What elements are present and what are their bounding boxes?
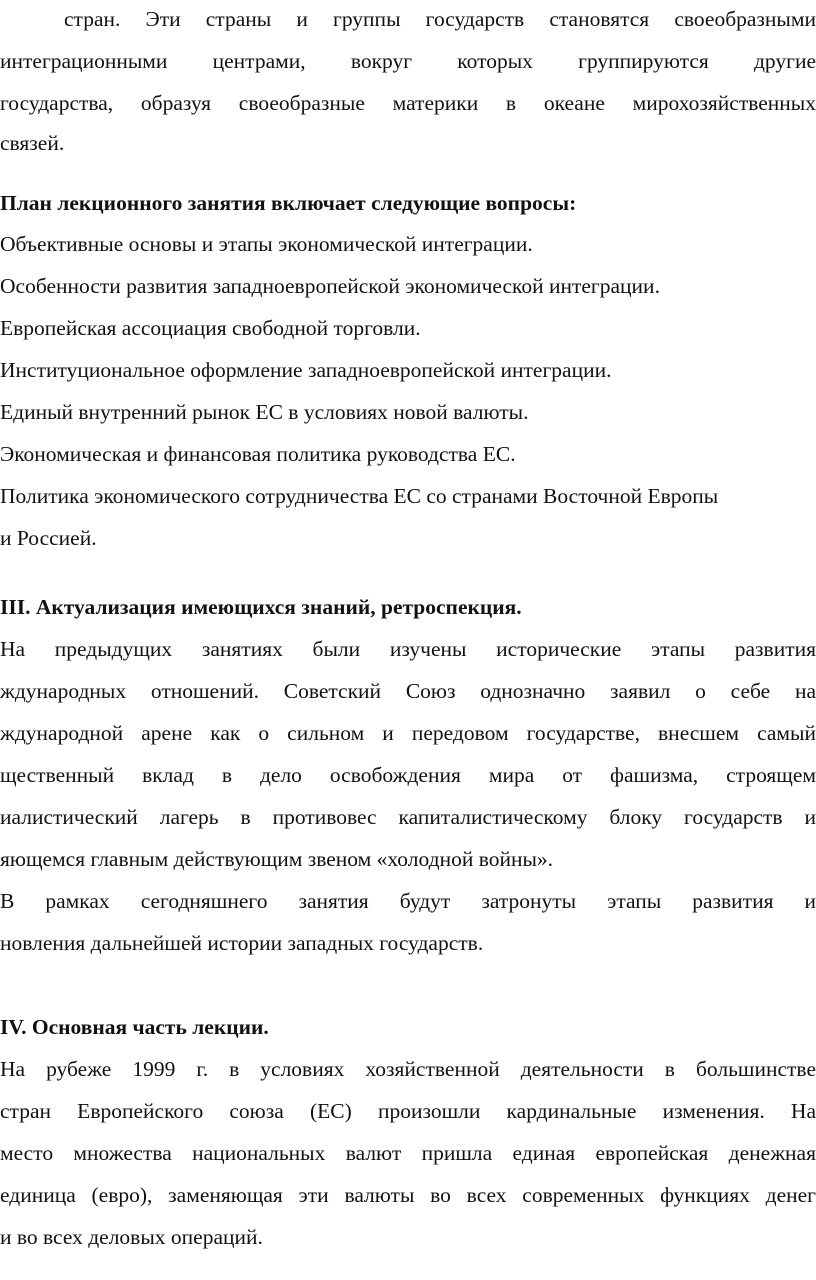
section3-line-5: иалистический лагерь в противовес капиталистическому блоку государств и [0, 805, 816, 829]
section4-heading: IV. Основная часть лекции. [0, 1015, 269, 1039]
plan-item: Единый внутренний рынок ЕС в условиях новой валюты. [0, 400, 529, 424]
plan-item: Экономическая и финансовая политика руководства ЕС. [0, 442, 516, 466]
plan-item: Объективные основы и этапы экономической интеграции. [0, 232, 533, 256]
plan-item: Политика экономического сотрудничества ЕС со странами Восточной Европы [0, 484, 719, 508]
section3-line-8: новления дальнейшей истории западных государств. [0, 931, 484, 955]
intro-line-3: государства, образуя своеобразные материки в океане мирохозяйственных [0, 91, 816, 115]
plan-item: Особенности развития западноевропейской экономической интеграции. [0, 274, 660, 298]
section4-line-2: стран Европейского союза (ЕС) произошли кардинальные изменения. На [0, 1099, 816, 1123]
plan-item: и Россией. [0, 526, 97, 550]
plan-item: Европейская ассоциация свободной торговли. [0, 316, 421, 340]
section4-line-4: единица (евро), заменяющая эти валюты во всех современных функциях денег [0, 1183, 816, 1207]
section3-line-6: яющемся главным действующим звеном «холодной войны». [0, 847, 554, 871]
section4-line-5: и во всех деловых операций. [0, 1225, 263, 1249]
section3-heading: III. Актуализация имеющихся знаний, ретроспекция. [0, 595, 522, 619]
section3-line-2: ждународных отношений. Советский Союз однозначно заявил о себе на [0, 679, 816, 703]
intro-line-4: связей. [0, 131, 65, 155]
section3-line-4: щественный вклад в дело освобождения мира от фашизма, строящем [0, 763, 816, 787]
plan-heading: План лекционного занятия включает следующие вопросы: [0, 191, 577, 215]
section4-line-1: На рубеже 1999 г. в условиях хозяйственной деятельности в большинстве [0, 1057, 816, 1081]
section4-line-3: место множества национальных валют пришла единая европейская денежная [0, 1141, 816, 1165]
plan-item: Институциональное оформление западноевропейской интеграции. [0, 358, 612, 382]
section3-line-7: В рамках сегодняшнего занятия будут затронуты этапы развития и [0, 889, 816, 913]
section3-line-3: ждународной арене как о сильном и передовом государстве, внесшем самый [0, 721, 816, 745]
intro-line-2: интеграционными центрами, вокруг которых группируются другие [0, 49, 816, 73]
intro-line-1: стран. Эти страны и группы государств становятся своеобразными [64, 7, 816, 31]
section3-line-1: На предыдущих занятиях были изучены исторические этапы развития [0, 637, 816, 661]
